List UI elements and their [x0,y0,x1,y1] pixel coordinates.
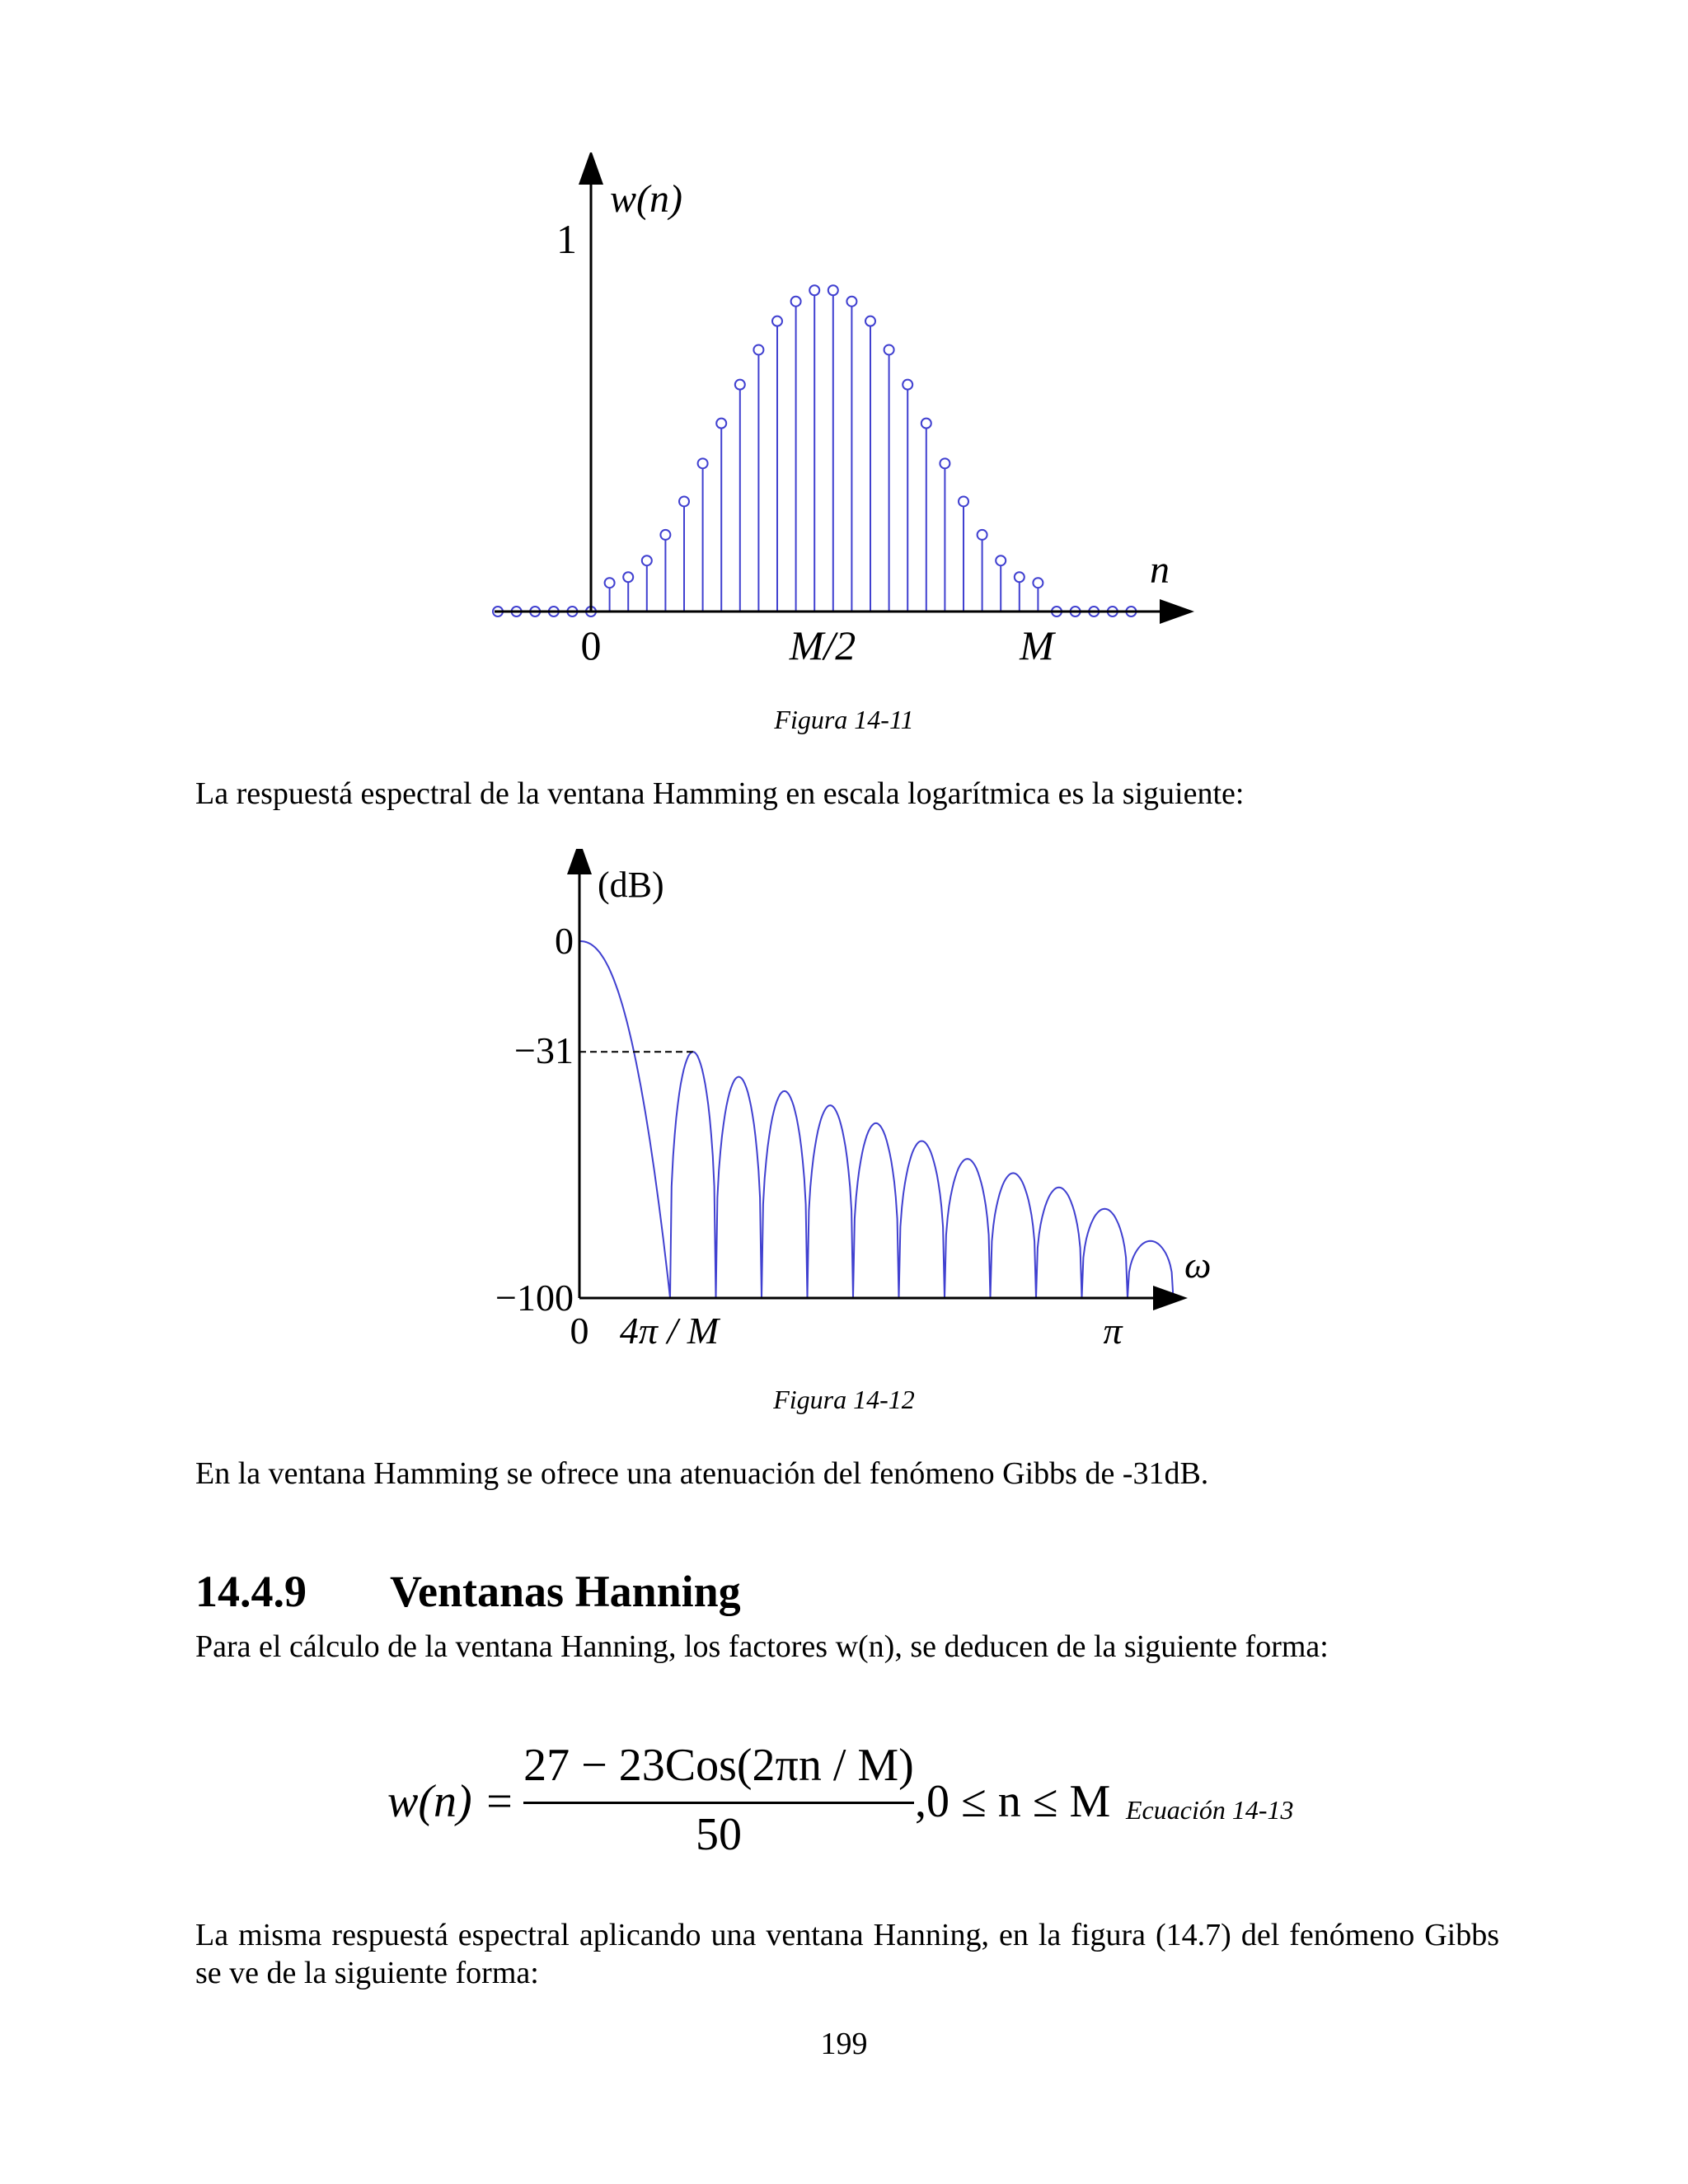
y-tick-0: 0 [555,920,574,962]
figure-caption-14-11: Figura 14-11 [774,705,914,734]
figure-14-12 [462,849,1220,1376]
x-tick-m: M [1020,622,1054,668]
y-axis-label: w(n) [610,177,682,221]
stem-sample [660,530,670,540]
paragraph-hanning-intro: Para el cálculo de la ventana Hanning, los factores w(n), se deducen de la siguiente forma: [195,1629,1329,1664]
fraction-bar [523,1802,914,1804]
stem-sample [623,572,633,582]
section-title: Ventanas Hanning [390,1567,741,1616]
equation-condition: ,0 ≤ n ≤ M [915,1776,1111,1827]
section-number: 14.4.9 [195,1567,307,1616]
x-tick-4pi-over-m: 4π / M [619,1310,720,1352]
y-tick-1: 1 [556,216,577,262]
equation-numerator: 27 − 23Cos(2πn / M) [523,1740,914,1791]
paragraph-hanning-response: La misma respuestá espectral aplicando una ventana Hanning, en la figura (14.7) del fenómeno Gibbs se ve de la siguiente forma: [195,1918,1499,1990]
stem-sample [809,285,819,295]
stem-sample [716,419,726,429]
stem-sample [772,316,782,326]
stem-sample [884,344,894,354]
stem-sample [921,419,931,429]
stem-plot [493,285,1136,616]
stem-sample [996,555,1006,565]
page-number: 199 [820,2027,868,2061]
x-axis-label: ω [1184,1244,1212,1286]
x-tick-0: 0 [580,622,602,668]
stem-sample [642,555,652,565]
stem-sample [1015,572,1025,582]
figure-14-11 [486,152,1195,680]
figure-caption-14-12: Figura 14-12 [773,1385,915,1414]
y-tick-minus-31: −31 [514,1029,574,1071]
equation-14-13 [0,1739,1688,1871]
y-tick-minus-100: −100 [495,1277,574,1319]
stem-sample [735,380,745,390]
stem-sample [698,458,708,468]
section-heading [195,1566,741,1617]
stem-sample [605,578,615,588]
stem-sample [903,380,912,390]
stem-sample [978,530,987,540]
stem-sample [1033,578,1043,588]
equation-tag: Ecuación 14-13 [1126,1795,1294,1825]
stem-sample [865,316,875,326]
equation-denominator: 50 [696,1809,742,1860]
x-tick-pi: π [1103,1310,1123,1352]
stem-sample [679,496,689,506]
x-tick-m-half: M/2 [789,622,856,668]
y-axis-label: (dB) [598,865,664,905]
stem-sample [753,344,763,354]
paragraph-gibbs-attenuation: En la ventana Hamming se ofrece una atenuación del fenómeno Gibbs de -31dB. [195,1456,1209,1491]
stem-sample [846,297,856,307]
stem-sample [959,496,968,506]
equation-lhs: w(n) = [387,1776,515,1827]
stem-sample [791,297,801,307]
magnitude-response-curve [579,941,1174,1298]
x-tick-0: 0 [570,1310,589,1352]
stem-sample [940,458,950,468]
paragraph-hamming-intro: La respuestá espectral de la ventana Hamming en escala logarítmica es la siguiente: [195,776,1245,811]
x-axis-label: n [1150,548,1170,592]
stem-sample [828,285,838,295]
